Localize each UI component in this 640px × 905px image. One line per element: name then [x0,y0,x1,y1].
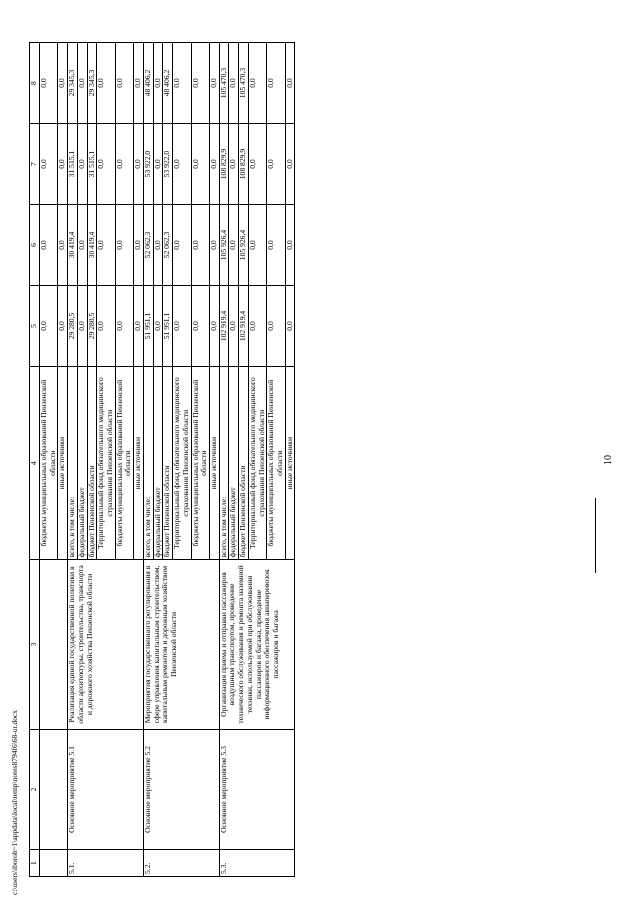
value-cell: 0,0 [40,205,58,286]
value-cell: 0,0 [153,286,163,367]
value-cell: 0,0 [173,205,191,286]
source-cell: бюджеты муниципальных образований Пензенской области [40,366,58,559]
source-cell: бюджеты муниципальных образований Пензенской области [267,366,285,559]
cell [40,729,68,850]
value-cell: 0,0 [77,43,87,124]
source-cell: всего, в том числе: [219,366,229,559]
value-cell: 0,0 [97,286,115,367]
source-cell: иные источники [285,366,295,559]
value-cell: 0,0 [77,124,87,205]
value-cell: 31 515,1 [87,124,97,205]
value-cell: 0,0 [248,286,266,367]
value-cell: 105 470,3 [219,43,229,124]
activity-number: 5.1. [68,850,144,877]
col-header: 7 [30,124,40,205]
value-cell: 0,0 [153,205,163,286]
source-cell: федеральный бюджет [229,366,239,559]
value-cell: 30 419,4 [68,205,78,286]
value-cell: 0,0 [58,205,68,286]
source-cell: бюджеты муниципальных образований Пензенской области [115,366,133,559]
source-cell: Территориальный фонд обязательного медицинского страхования Пензенской области [97,366,115,559]
value-cell: 0,0 [153,124,163,205]
value-cell: 0,0 [115,43,133,124]
cell [40,560,68,729]
value-cell: 53 922,0 [143,124,153,205]
source-cell: бюджет Пензенской области [87,366,97,559]
source-cell: Территориальный фонд обязательного медицинского страхования Пензенской области [173,366,191,559]
source-cell: федеральный бюджет [77,366,87,559]
value-cell: 0,0 [77,205,87,286]
value-cell: 0,0 [191,205,209,286]
value-cell: 108 829,9 [239,124,249,205]
cell [40,850,68,877]
funding-table [29,42,295,877]
value-cell: 31 515,1 [68,124,78,205]
value-cell: 30 419,4 [87,205,97,286]
value-cell: 52 062,3 [143,205,153,286]
value-cell: 48 406,2 [143,43,153,124]
value-cell: 53 922,0 [163,124,173,205]
value-cell: 0,0 [58,124,68,205]
value-cell: 0,0 [191,124,209,205]
source-cell: бюджет Пензенской области [163,366,173,559]
value-cell: 105 470,3 [239,43,249,124]
source-cell: всего, в том числе: [68,366,78,559]
value-cell: 0,0 [40,286,58,367]
value-cell: 0,0 [58,43,68,124]
value-cell: 0,0 [97,124,115,205]
col-header: 3 [30,560,40,729]
value-cell: 102 919,4 [219,286,229,367]
value-cell: 29 345,3 [68,43,78,124]
value-cell: 0,0 [229,205,239,286]
source-cell: бюджеты муниципальных образований Пензенской области [191,366,209,559]
value-cell: 0,0 [248,124,266,205]
value-cell: 102 919,4 [239,286,249,367]
value-cell: 105 926,4 [219,205,229,286]
value-cell: 0,0 [267,43,285,124]
value-cell: 0,0 [267,205,285,286]
value-cell: 0,0 [134,205,144,286]
value-cell: 0,0 [267,286,285,367]
col-header: 6 [30,205,40,286]
source-cell: бюджет Пензенской области [239,366,249,559]
file-path: c:\users\iboroh~1\appdata\local\temp\notes8794f6\68-ur.docx [10,709,19,895]
value-cell: 0,0 [248,205,266,286]
value-cell: 0,0 [40,124,58,205]
source-cell: иные источники [134,366,144,559]
table-header-row [30,43,40,877]
col-header: 5 [30,286,40,367]
activity-type: Основное мероприятие 5.1 [68,729,144,850]
value-cell: 0,0 [115,124,133,205]
value-cell: 0,0 [229,124,239,205]
value-cell: 0,0 [77,286,87,367]
activity-name: Мероприятия государственного регулирования в сфере управления капитальным строительством, капитальным ремонтом и дорожным хозяйством Пензенской области [143,560,219,729]
value-cell: 51 951,1 [163,286,173,367]
value-cell: 29 280,5 [68,286,78,367]
source-cell: федеральный бюджет [153,366,163,559]
col-header: 2 [30,729,40,850]
value-cell: 48 406,2 [163,43,173,124]
activity-type: Основное мероприятие 5.3 [219,729,295,850]
value-cell: 0,0 [58,286,68,367]
value-cell: 0,0 [97,43,115,124]
value-cell: 0,0 [285,205,295,286]
value-cell: 0,0 [134,124,144,205]
activity-type: Основное мероприятие 5.2 [143,729,219,850]
value-cell: 0,0 [191,43,209,124]
value-cell: 0,0 [285,43,295,124]
value-cell: 0,0 [173,43,191,124]
value-cell: 0,0 [97,205,115,286]
value-cell: 0,0 [248,43,266,124]
value-cell: 0,0 [173,124,191,205]
page-number: 10 [603,455,614,465]
source-cell: всего, в том числе: [143,366,153,559]
value-cell: 0,0 [173,286,191,367]
value-cell: 29 280,5 [87,286,97,367]
value-cell: 0,0 [209,43,219,124]
value-cell: 0,0 [229,43,239,124]
value-cell: 0,0 [134,286,144,367]
table-row [40,43,58,877]
value-cell: 0,0 [191,286,209,367]
value-cell: 51 951,1 [143,286,153,367]
value-cell: 0,0 [209,205,219,286]
activity-number: 5.2. [143,850,219,877]
value-cell: 0,0 [40,43,58,124]
value-cell: 0,0 [285,286,295,367]
table-row [143,43,153,877]
value-cell: 0,0 [153,43,163,124]
value-cell: 105 926,4 [239,205,249,286]
value-cell: 0,0 [209,286,219,367]
value-cell: 0,0 [115,286,133,367]
source-cell: иные источники [209,366,219,559]
col-header: 1 [30,850,40,877]
value-cell: 52 062,3 [163,205,173,286]
col-header: 8 [30,43,40,124]
value-cell: 108 829,9 [219,124,229,205]
value-cell: 0,0 [115,205,133,286]
value-cell: 0,0 [134,43,144,124]
table-body [40,43,295,877]
value-cell: 29 345,3 [87,43,97,124]
page-number-rule [595,498,596,573]
table-row [68,43,78,877]
source-cell: иные источники [58,366,68,559]
value-cell: 0,0 [267,124,285,205]
col-header: 4 [30,366,40,559]
value-cell: 0,0 [209,124,219,205]
activity-name: Реализация единой государственной политики в области архитектуры, строительства, транспорта и дорожного хозяйства Пензенской области [68,560,144,729]
value-cell: 0,0 [285,124,295,205]
activity-name: Организация приема и отправки пассажиров воздушным транспортом, проведение технического обслуживания и ремонта наземной техники, используемой при обслуживании пассажиров и багажа, проведение информационного обеспечения авиаперевозок пассажиров и багажа [219,560,295,729]
value-cell: 0,0 [229,286,239,367]
activity-number: 5.3. [219,850,295,877]
source-cell: Территориальный фонд обязательного медицинского страхования Пензенской области [248,366,266,559]
